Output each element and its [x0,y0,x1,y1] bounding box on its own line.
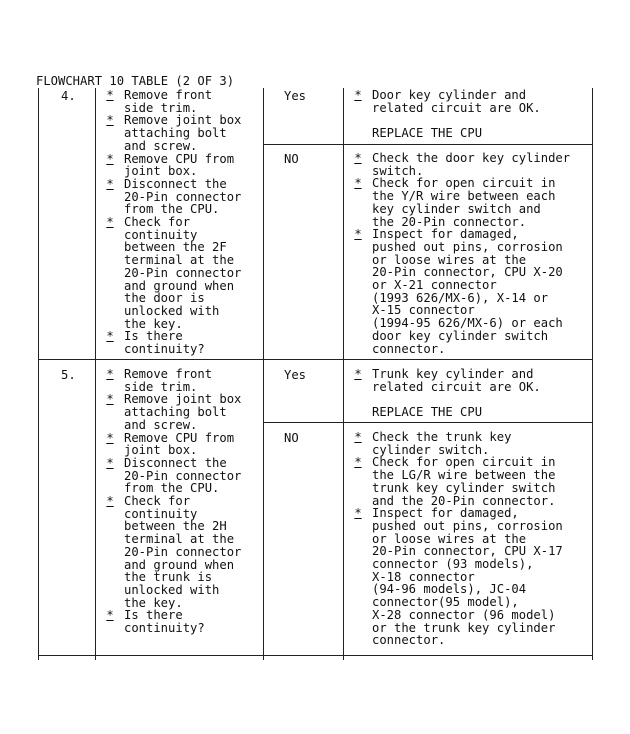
list-item: * Check for continuity between the 2H terminal at the 20-Pin connector and ground when the trunk is unlocked with the key. [106,494,242,610]
list-item: * Remove front side trim. [106,367,213,394]
yes-action [354,368,541,419]
list-item: * Door key cylinder and related circuit are OK. [354,88,541,115]
flowchart-table [38,88,593,660]
yes-action [354,89,541,140]
table-border-right [592,88,593,660]
list-item: * Check for continuity between the 2F terminal at the 20-Pin connector and ground when the door is unlocked with the key. [106,215,242,331]
column-divider [343,88,344,660]
list-item: * Inspect for damaged, pushed out pins, corrosion or loose wires at the 20-Pin connector, CPU X-17 connector (93 models), X-18 connector (94-96 models), JC-04 connector(95 model), X-28 connector (96 model) or the trunk key cylinder connector. [354,506,563,648]
list-item: * Remove CPU from joint box. [106,430,235,458]
list-item: * Check the trunk key cylinder switch. [354,430,512,457]
step-number: 4. [61,89,76,103]
answer-no-label: NO [284,152,299,166]
list-item: * Check for open circuit in the LG/R wire between the trunk key cylinder switch and the 20-Pin connector. [354,455,556,508]
list-item: * Disconnect the 20-Pin connector from the CPU. [106,455,242,496]
no-action [354,431,563,647]
no-action [354,152,570,355]
step-number: 5. [61,368,76,382]
column-divider [263,88,264,660]
test-procedure-list [106,368,241,635]
row-divider [38,359,593,360]
table-border-bottom [38,655,593,656]
list-item: * Check the door key cylinder switch. [354,151,571,178]
list-item: * Remove joint box attaching bolt and screw. [106,113,242,153]
list-item: * Remove CPU from joint box. [106,151,235,179]
test-procedure-list [106,89,241,356]
action-note: REPLACE THE CPU [372,126,483,141]
page-title: FLOWCHART 10 TABLE (2 OF 3) [36,74,235,88]
list-item: * Is there continuity? [106,608,205,636]
list-item: * Remove front side trim. [106,88,213,115]
list-item: * Trunk key cylinder and related circuit are OK. [354,367,541,394]
answer-yes-label: Yes [284,368,307,382]
list-item: * Is there continuity? [106,329,205,357]
table-border-left [38,88,39,660]
row-divider [263,422,593,423]
answer-yes-label: Yes [284,89,307,103]
list-item: * Inspect for damaged, pushed out pins, corrosion or loose wires at the 20-Pin connector, CPU X-20 or X-21 connector (1993 626/MX-6), X-14 or X-15 connector (1994-95 626/MX-6) or each door key cylinder switch connector. [354,227,563,356]
column-divider [95,88,96,660]
row-divider [263,144,593,145]
list-item: * Check for open circuit in the Y/R wire between each key cylinder switch and the 20-Pin connector. [354,176,556,229]
list-item: * Disconnect the 20-Pin connector from the CPU. [106,176,242,217]
action-note: REPLACE THE CPU [372,405,483,420]
list-item: * Remove joint box attaching bolt and screw. [106,392,242,432]
answer-no-label: NO [284,431,299,445]
